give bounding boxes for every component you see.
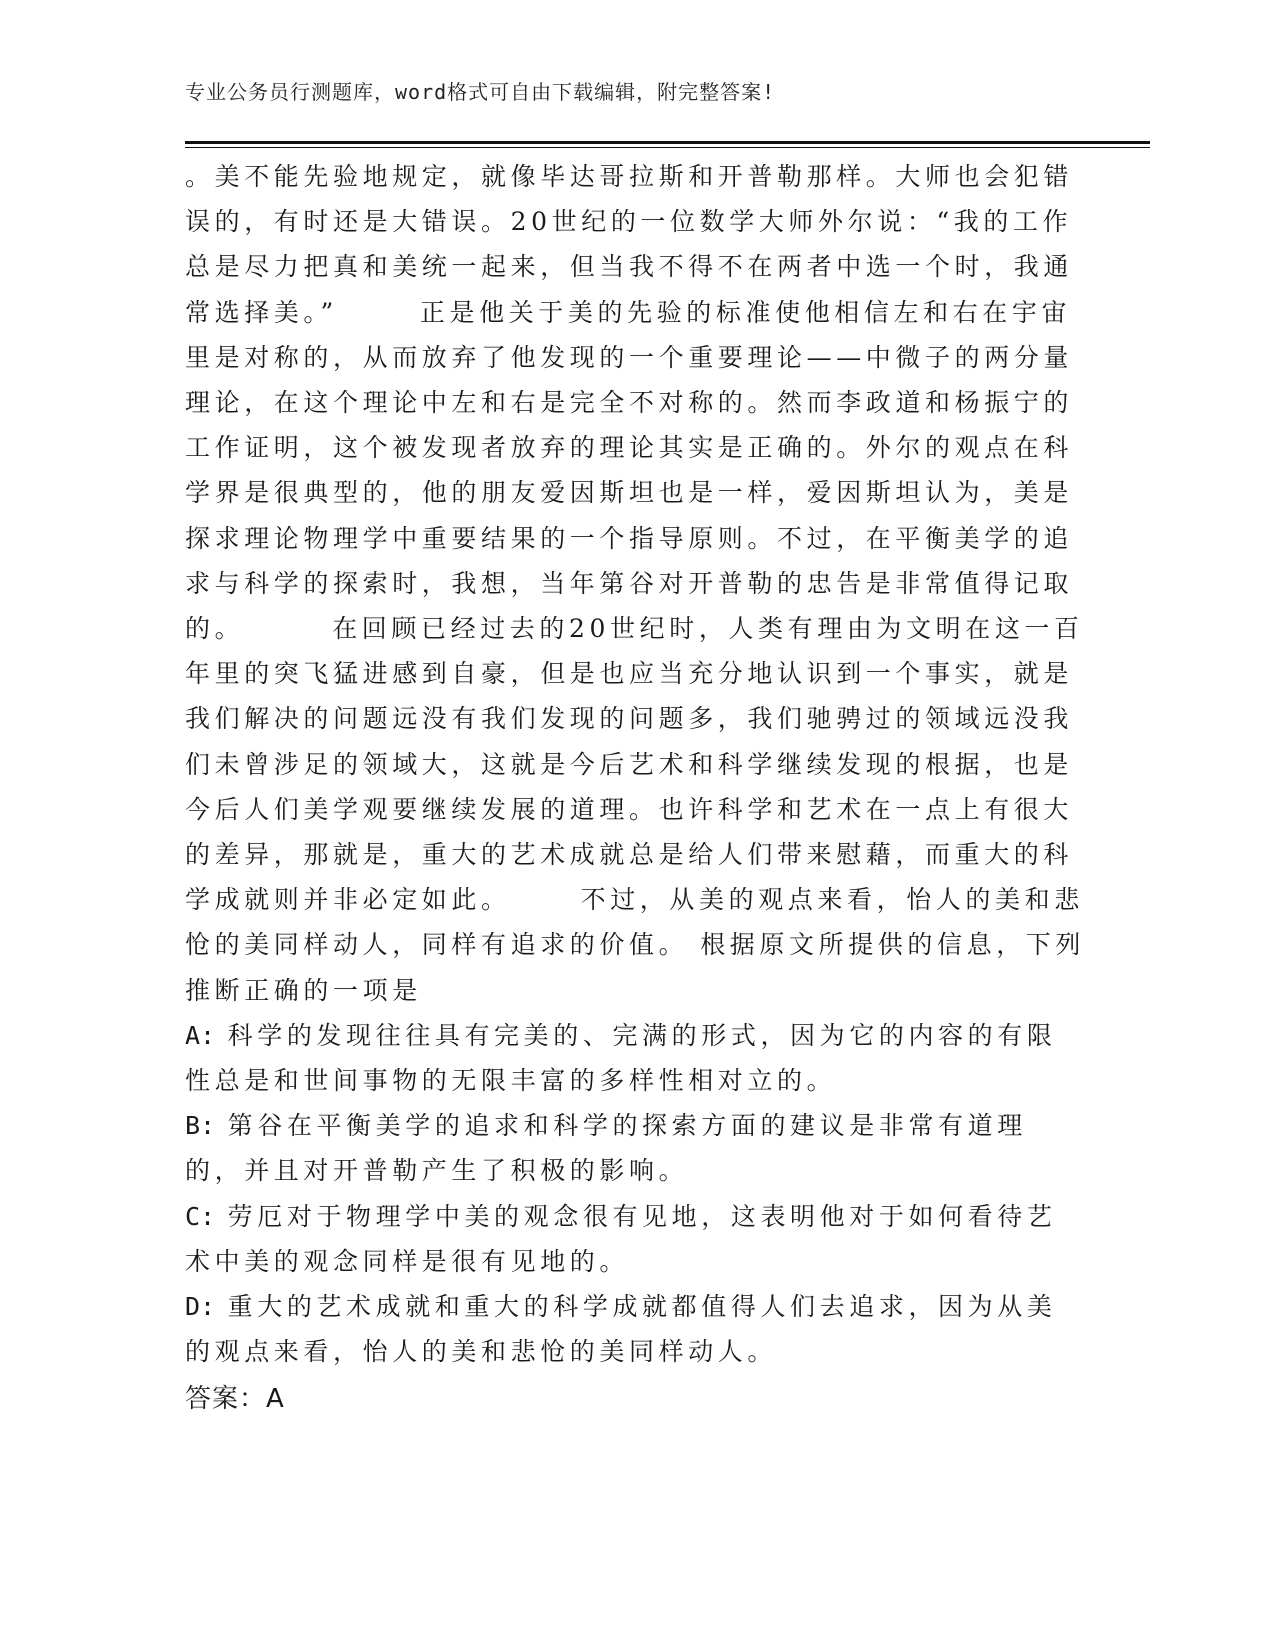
option-d-label: D: <box>185 1292 216 1322</box>
header-rule-thick <box>185 141 1150 144</box>
option-c-text: 劳厄对于物理学中美的观念很有见地，这表明他对于如何看待艺术中美的观念同样是很有见地的。 <box>185 1201 1057 1276</box>
document-body <box>185 154 1085 1424</box>
passage-part-1: 。美不能先验地规定，就像毕达哥拉斯和开普勒那样。大师也会犯错误的，有时还是大错误。20世纪的一位数学大师外尔说：“我的工作总是尽力把真和美统一起来，但当我不得不在两者中选一个时，我通常选择美。” <box>185 162 1074 327</box>
passage-part-2: 正是他关于美的先验的标准使他相信左和右在宇宙里是对称的，从而放弃了他发现的一个重要理论——中微子的两分量理论，在这个理论中左和右是完全不对称的。然而李政道和杨振宁的工作证明，这个被发现者放弃的理论其实是正确的。外尔的观点在科学界是很典型的，他的朋友爱因斯坦也是一样，爱因斯坦认为，美是探求理论物理学中重要结果的一个指导原则。不过，在平衡美学的追求与科学的探索时，我想，当年第谷对开普勒的忠告是非常值得记取的。 <box>185 297 1074 644</box>
option-d <box>185 1284 1085 1374</box>
passage-part-3: 在回顾已经过去的20世纪时，人类有理由为文明在这一百年里的突飞猛进感到自豪，但是也应当充分地认识到一个事实，就是我们解决的问题远没有我们发现的问题多，我们驰骋过的领域远没我们未曾涉足的领域大，这就是今后艺术和科学继续发现的根据，也是今后人们美学观要继续发展的道理。也许科学和艺术在一点上有很大的差异，那就是，重大的艺术成就总是给人们带来慰藉，而重大的科学成就则并非必定如此。 <box>185 614 1084 915</box>
option-a-label: A: <box>185 1020 216 1050</box>
option-a-text: 科学的发现往往具有完美的、完满的形式，因为它的内容的有限性总是和世间事物的无限丰富的多样性相对立的。 <box>185 1020 1057 1096</box>
option-b-label: B: <box>185 1111 216 1141</box>
option-a <box>185 1013 1085 1103</box>
option-c-label: C: <box>185 1201 216 1231</box>
question-stem: 根据原文所提供的信息，下列推断正确的一项是 <box>185 930 1086 1005</box>
header-rule-thin <box>185 147 1150 148</box>
option-b <box>185 1103 1085 1193</box>
passage-part-4: 不过，从美的观点来看，怡人的美和悲怆的美同样动人，同样有追求的价值。 <box>185 885 1084 960</box>
option-d-text: 重大的艺术成就和重大的科学成就都值得人们去追求，因为从美的观点来看，怡人的美和悲怆的美同样动人。 <box>185 1292 1057 1367</box>
option-b-text: 第谷在平衡美学的追求和科学的探索方面的建议是非常有道理的，并且对开普勒产生了积极的影响。 <box>185 1111 1027 1186</box>
reading-passage <box>185 154 1085 1013</box>
answer-line: 答案：A <box>185 1384 285 1415</box>
page-header: 专业公务员行测题库，word格式可自由下载编辑，附完整答案! <box>185 80 776 104</box>
option-c <box>185 1194 1085 1284</box>
